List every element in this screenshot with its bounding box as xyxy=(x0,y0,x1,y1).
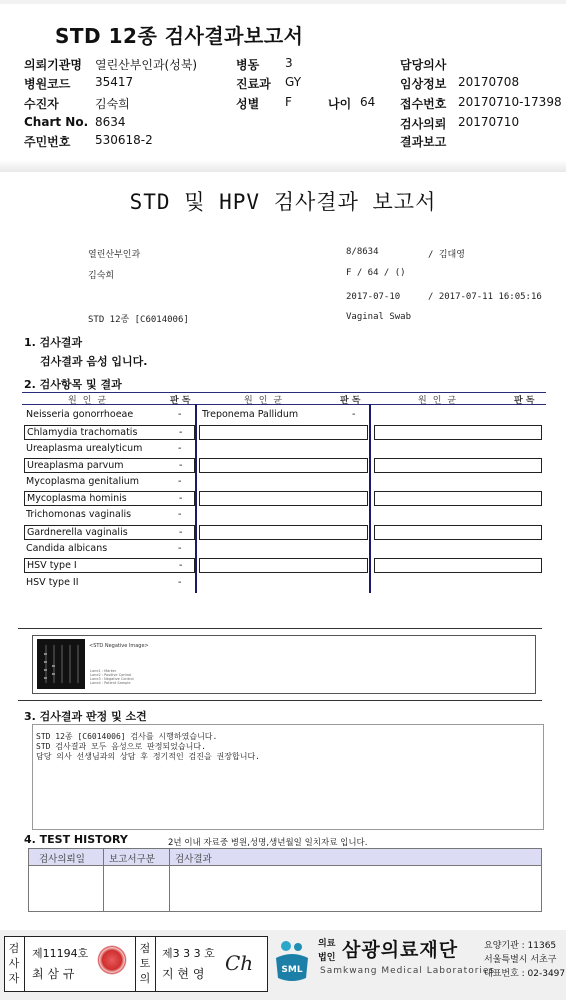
history-header-row xyxy=(29,849,541,866)
pathogen-result: - xyxy=(178,509,182,520)
ward-value: 3 xyxy=(285,56,293,70)
signature-box xyxy=(4,936,268,992)
org-english-name: Samkwang Medical Laboratories xyxy=(320,966,496,976)
age-value: 64 xyxy=(360,95,376,109)
empty-cell xyxy=(199,491,368,506)
gel-electrophoresis-image xyxy=(37,639,85,689)
empty-cell xyxy=(199,458,368,473)
header-title: STD 12종 검사결과보고서 xyxy=(55,24,304,48)
report-hospital: 열린산부인과 xyxy=(88,250,141,260)
sml-logo-icon xyxy=(272,938,312,984)
col1-result-header: 판독 xyxy=(170,396,194,406)
inspector-license: 제11194호 xyxy=(32,947,89,960)
history-col-result: 검사결과 xyxy=(175,854,212,865)
gel-legend-line: Lane1 : Marker xyxy=(90,669,117,673)
dept-value: GY xyxy=(285,75,302,89)
report-doctor: / 김대영 xyxy=(428,250,465,260)
pathogen-result: - xyxy=(179,427,183,438)
logo-text: SML xyxy=(281,965,303,975)
inspector-label: 검사자 xyxy=(8,942,20,985)
table-row xyxy=(24,508,195,523)
pathogen-result: - xyxy=(178,443,182,454)
gel-image-box xyxy=(32,635,536,694)
pathogen-name: Trichomonas vaginalis xyxy=(26,509,132,520)
pathogen-name: HSV type II xyxy=(26,577,79,588)
handwritten-signature: Ch xyxy=(225,951,254,975)
col2-pathogen-header: 원인균 xyxy=(244,396,289,406)
history-col-request-date: 검사의뢰일 xyxy=(39,854,85,865)
id-value: 530618-2 xyxy=(95,133,153,147)
gel-legend-line: Lane4 : Patient Sample xyxy=(90,681,131,685)
table-row xyxy=(24,525,195,540)
empty-cell xyxy=(374,491,542,506)
empty-cell xyxy=(374,558,542,573)
findings-box xyxy=(32,724,544,830)
age-label: 나이 xyxy=(328,97,352,111)
section4-heading: 4. TEST HISTORY xyxy=(24,833,128,846)
image-top-rule xyxy=(18,628,542,629)
empty-cell xyxy=(199,425,368,440)
sex-label: 성별 xyxy=(236,97,260,111)
table-row xyxy=(24,542,195,557)
dept-label: 진료과 xyxy=(236,77,271,91)
pathogen-name: Neisseria gonorrhoeae xyxy=(26,409,134,420)
reviewer-license: 제3 3 3 호 xyxy=(162,947,215,960)
pathogen-result: - xyxy=(178,476,182,487)
reviewer-label: 점토의 xyxy=(139,942,151,985)
column-divider-1 xyxy=(195,404,197,593)
pathogen-name: Mycoplasma genitalium xyxy=(26,476,140,487)
gel-legend-line: Lane3 : Negative Control xyxy=(90,677,134,681)
empty-cell xyxy=(374,458,542,473)
table-row xyxy=(24,475,195,490)
col2-result-header: 판독 xyxy=(340,396,364,406)
report-sex-age: F / 64 / () xyxy=(346,268,406,278)
table-row xyxy=(24,458,195,473)
col1-pathogen-header: 원인균 xyxy=(68,396,113,406)
history-col-report-type: 보고서구분 xyxy=(109,854,155,865)
request-label: 검사의뢰 xyxy=(400,117,447,131)
cell-divider xyxy=(155,937,156,991)
report-title: STD 및 HPV 검사결과 보고서 xyxy=(129,190,437,214)
official-seal-icon xyxy=(97,945,127,975)
pathogen-name: Candida albicans xyxy=(26,543,108,554)
pathogen-name: Treponema Pallidum xyxy=(202,409,299,420)
finding-line: STD 검사결과 모두 음성으로 판정되었습니다. xyxy=(36,742,206,751)
result-report-label: 결과보고 xyxy=(400,135,447,149)
section1-summary: 검사결과 음성 입니다. xyxy=(40,355,148,368)
org-info-line: 대표번호 : 02-3497 xyxy=(484,969,566,979)
table-row xyxy=(24,576,195,591)
pathogen-name: HSV type I xyxy=(27,560,77,571)
section3-heading: 3. 검사결과 판정 및 소견 xyxy=(24,710,147,723)
table-row xyxy=(24,491,195,506)
gel-legend-line: Lane2 : Positive Control xyxy=(90,673,132,677)
org-prefix: 의료법인 xyxy=(318,939,336,963)
reported-datetime: / 2017-07-11 16:05:16 xyxy=(428,292,542,302)
history-note: 2년 이내 자료중 병원,성명,생년월일 일치자료 입니다. xyxy=(168,838,368,848)
report-patient: 김숙희 xyxy=(88,271,115,281)
history-table xyxy=(28,848,542,912)
header-divider xyxy=(0,160,566,172)
clinical-value: 20170708 xyxy=(458,75,520,89)
hospital-code-label: 병원코드 xyxy=(24,77,71,91)
col3-pathogen-header: 원인균 xyxy=(418,396,463,406)
org-info-line: 서울특별시 서초구 xyxy=(484,955,557,965)
col3-result-header: 판독 xyxy=(514,396,538,406)
request-value: 20170710 xyxy=(458,115,520,129)
empty-cell xyxy=(199,558,368,573)
collected-date: 2017-07-10 xyxy=(346,292,401,302)
pathogen-result: - xyxy=(179,527,183,538)
image-bottom-rule xyxy=(18,700,542,701)
table-row xyxy=(200,408,368,423)
empty-cell xyxy=(374,525,542,540)
reviewer-name: 지 현 영 xyxy=(162,967,205,981)
pathogen-result: - xyxy=(178,577,182,588)
section2-heading: 2. 검사항목 및 결과 xyxy=(24,378,122,391)
patient-value: 김숙희 xyxy=(95,97,130,111)
empty-cell xyxy=(199,525,368,540)
pathogen-name: Gardnerella vaginalis xyxy=(27,527,128,538)
institution-value: 열린산부인과(성북) xyxy=(95,58,198,72)
hospital-code-value: 35417 xyxy=(95,75,134,89)
ward-label: 병동 xyxy=(236,58,260,72)
receipt-label: 접수번호 xyxy=(400,97,447,111)
receipt-value: 20170710-17398 xyxy=(458,95,562,109)
patient-label: 수진자 xyxy=(24,97,59,111)
finding-line: 담당 의사 선생님과의 상담 후 정기적인 검진을 권장합니다. xyxy=(36,752,261,761)
empty-cell xyxy=(374,425,542,440)
section1-heading: 1. 검사결과 xyxy=(24,336,83,349)
clinical-label: 임상정보 xyxy=(400,77,447,91)
institution-label: 의뢰기관명 xyxy=(24,58,82,72)
pathogen-name: Ureaplasma parvum xyxy=(27,460,124,471)
inspector-name: 최 삼 규 xyxy=(32,967,75,981)
pathogen-result: - xyxy=(179,493,183,504)
table-row xyxy=(24,425,195,440)
doctor-label: 담당의사 xyxy=(400,58,447,72)
pathogen-result: - xyxy=(178,409,182,420)
cell-divider xyxy=(24,937,25,991)
chart-no-value: 8634 xyxy=(95,115,126,129)
pathogen-name: Chlamydia trachomatis xyxy=(27,427,138,438)
chart-no-label: Chart No. xyxy=(24,115,89,129)
column-divider-2 xyxy=(369,404,371,593)
report-chart-no: 8/8634 xyxy=(346,247,379,257)
pathogen-result: - xyxy=(178,543,182,554)
gel-caption: <STD Negative Image> xyxy=(89,643,149,649)
sex-value: F xyxy=(285,95,292,109)
table-row xyxy=(24,442,195,457)
history-col-divider xyxy=(103,849,104,911)
pathogen-name: Mycoplasma hominis xyxy=(27,493,127,504)
org-info-line: 요양기관 : 11365 xyxy=(484,941,557,951)
pathogen-result: - xyxy=(352,409,356,420)
finding-line: STD 12종 [C6014006] 검사를 시행하였습니다. xyxy=(36,732,218,741)
pathogen-name: Ureaplasma urealyticum xyxy=(26,443,143,454)
table-row xyxy=(24,558,195,573)
org-name: 삼광의료재단 xyxy=(342,939,459,961)
table-row xyxy=(24,408,195,423)
specimen: Vaginal Swab xyxy=(346,312,412,322)
test-name: STD 12종 [C6014006] xyxy=(88,315,189,325)
history-col-divider xyxy=(169,849,170,911)
pathogen-result: - xyxy=(179,460,183,471)
id-label: 주민번호 xyxy=(24,135,71,149)
pathogen-result: - xyxy=(179,560,183,571)
cell-divider xyxy=(135,937,136,991)
